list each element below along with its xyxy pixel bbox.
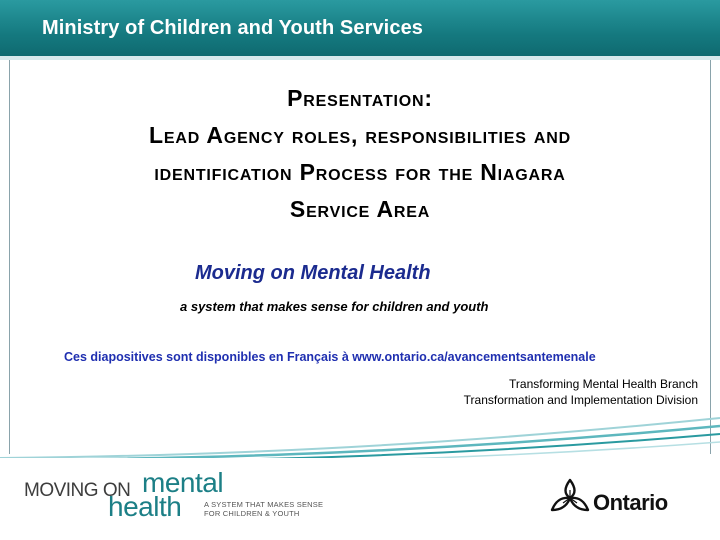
subtitle: Moving on Mental Health [195, 262, 431, 284]
tagline: a system that makes sense for children and youth [180, 299, 489, 314]
ministry-title: Ministry of Children and Youth Services [42, 17, 424, 39]
header-strip [0, 56, 720, 60]
title-line-3: identification Process for the Niagara [154, 159, 566, 185]
moving-on-mental-health-logo [24, 469, 344, 529]
ontario-logo [548, 476, 698, 520]
frame-right-border [710, 60, 711, 454]
ontario-wordmark: Ontario [593, 490, 668, 515]
title-line-1: Presentation: [287, 85, 433, 111]
logo-mental: mental [142, 467, 224, 498]
logo-tagline [204, 500, 323, 518]
french-availability-link[interactable]: Ces diapositives sont disponibles en Français à www.ontario.ca/avancementsantemenale [64, 350, 596, 364]
logo-tagline-line-1: A SYSTEM THAT MAKES SENSE [204, 500, 324, 509]
frame-left-border [9, 60, 10, 454]
presentation-title [40, 80, 680, 228]
branch-line-2: Transformation and Implementation Division [463, 393, 698, 407]
title-line-4: Service Area [289, 196, 431, 222]
logo-tagline-line-2: FOR CHILDREN & YOUTH [204, 509, 300, 518]
header-band [0, 0, 720, 56]
title-line-2: Lead Agency roles, responsibilities and [149, 122, 571, 148]
branch-info [464, 376, 698, 408]
branch-line-1: Transforming Mental Health Branch [509, 377, 698, 391]
logo-health: health [108, 491, 182, 522]
trillium-icon [548, 476, 592, 516]
logo-moving-on: MOVING ON [24, 480, 131, 501]
